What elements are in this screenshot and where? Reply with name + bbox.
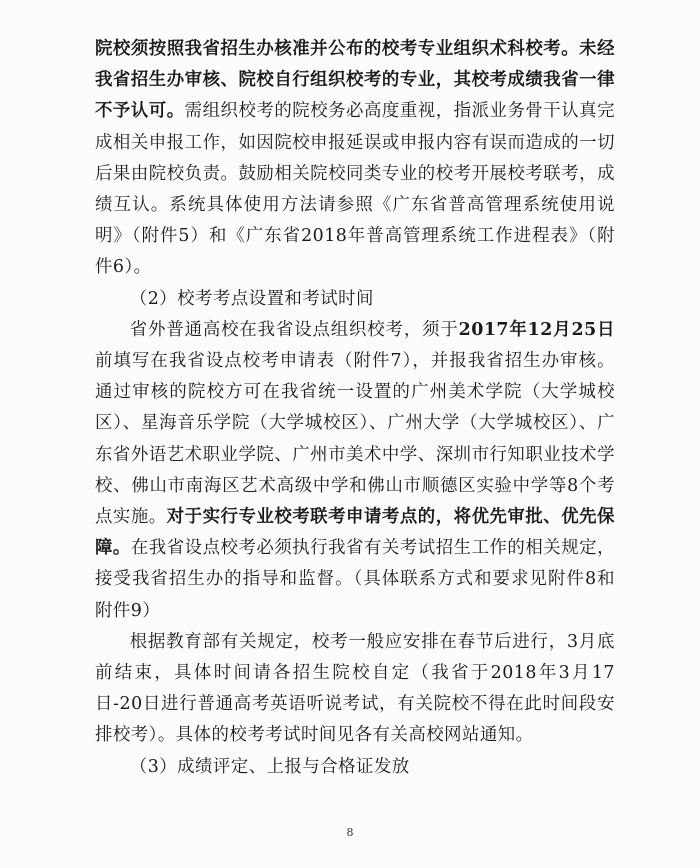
bold-priority-notice: 对于实行专业校考联考申请考点的，将优先审批、优先保障。: [95, 507, 615, 559]
bold-deadline-date: 2017年12月25日: [458, 319, 615, 340]
paragraph-school-exam-approval: [95, 34, 615, 284]
paragraph-exam-timing: 根据教育部有关规定，校考一般应安排在春节后进行，3月底前结束，具体时间请各招生院校自定（我省于2018年3月17日-20日进行普通高考英语听说考试，有关院校不得在此时间段安排校考）。具体的校考考试时间见各有关高校网站通知。: [95, 631, 615, 746]
section-heading-exam-sites: （2）校考考点设置和考试时间: [129, 288, 374, 309]
section-heading-results: （3）成绩评定、上报与合格证发放: [129, 756, 410, 777]
document-body: [95, 34, 615, 783]
paragraph-text: 在我省设点校考必须执行我省有关考试招生工作的相关规定，接受我省招生办的指导和监督。（具体联系方式和要求见附件8和附件9）: [95, 538, 615, 621]
paragraph-text: 需组织校考的院校务必高度重视，指派业务骨干认真完成相关申报工作，如因院校申报延误或申报内容有误而造成的一切后果由院校负责。鼓励相关院校同类专业的校考开展校考联考，成绩互认。系统具体使用方法请参照《广东省普高管理系统使用说明》（附件5）和《广东省2018年普高管理系统工作进程表》（附件6）。: [95, 101, 615, 278]
page-number: 8: [346, 826, 354, 839]
paragraph-exam-sites: [95, 315, 615, 627]
bold-approval-requirement: 院校须按照我省招生办核准并公布的校考专业组织术科校考。未经我省招生办审核、院校自行组织校考的专业，其校考成绩我省一律不予认可。: [95, 39, 615, 122]
paragraph-text: 前填写在我省设点校考申请表（附件7），并报我省招生办审核。通过审核的院校方可在我省统一设置的广州美术学院（大学城校区）、星海音乐学院（大学城校区）、广州大学（大学城校区）、广东省外语艺术职业学院、广州市美术中学、深圳市行知职业技术学校、佛山市南海区艺术高级中学和佛山市顺德区实验中学等8个考点实施。: [95, 351, 615, 528]
paragraph-text: 省外普通高校在我省设点组织校考，须于: [129, 319, 459, 340]
